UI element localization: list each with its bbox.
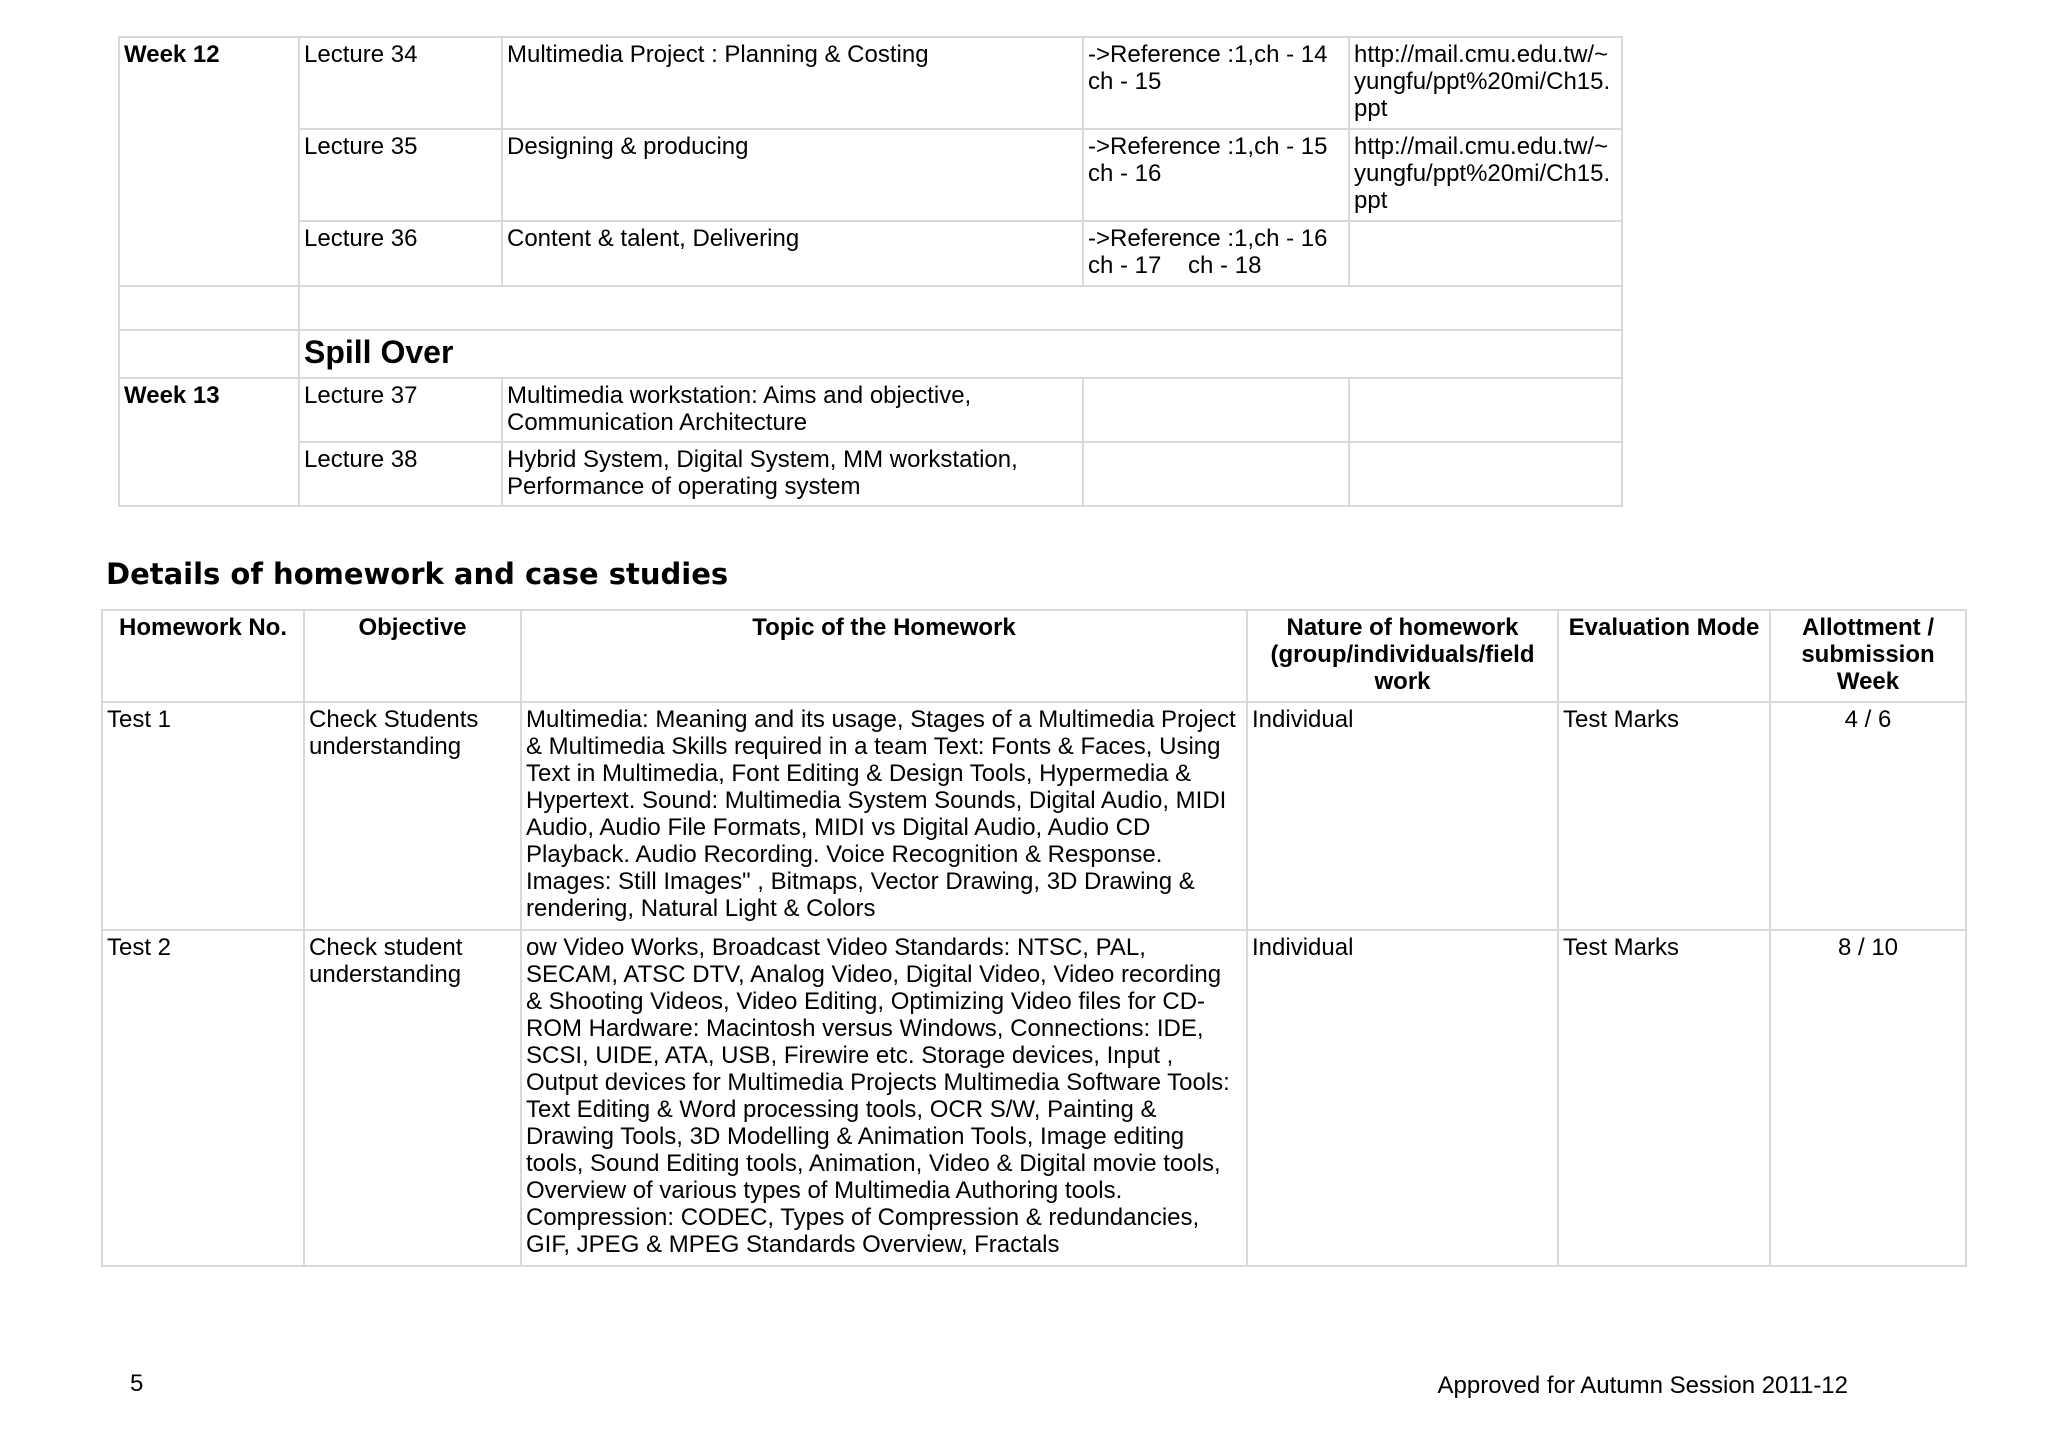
link-cell	[1349, 221, 1622, 286]
submission-week-cell: 8 / 10	[1770, 930, 1966, 1266]
reference-cell: ->Reference :1,ch - 16 ch - 17 ch - 18	[1083, 221, 1349, 286]
table-row	[119, 442, 1622, 506]
nature-cell: Individual	[1247, 702, 1558, 930]
table-row	[119, 286, 1622, 330]
table-row	[119, 330, 1622, 378]
header-objective: Objective	[304, 610, 521, 702]
link-cell: http://mail.cmu.edu.tw/~yungfu/ppt%20mi/Ch15.ppt	[1349, 129, 1622, 221]
objective-cell: Check Students understanding	[304, 702, 521, 930]
header-allotment: Allottment / submission Week	[1770, 610, 1966, 702]
week-cell: Week 13	[119, 378, 299, 506]
homework-section-title: Details of homework and case studies	[106, 557, 729, 591]
reference-cell	[1083, 442, 1349, 506]
header-topic: Topic of the Homework	[521, 610, 1247, 702]
evaluation-cell: Test Marks	[1558, 702, 1770, 930]
homework-table	[101, 609, 1967, 1267]
week-cell: Week 12	[119, 37, 299, 286]
lecture-cell: Lecture 34	[299, 37, 502, 129]
reference-cell: ->Reference :1,ch - 14 ch - 15	[1083, 37, 1349, 129]
table-row	[102, 702, 1966, 930]
lecture-cell: Lecture 35	[299, 129, 502, 221]
reference-cell: ->Reference :1,ch - 15 ch - 16	[1083, 129, 1349, 221]
topic-cell: Multimedia workstation: Aims and objective, Communication Architecture	[502, 378, 1083, 442]
topic-cell: Designing & producing	[502, 129, 1083, 221]
table-row	[119, 221, 1622, 286]
empty-cell	[119, 330, 299, 378]
table-row	[119, 129, 1622, 221]
objective-cell: Check student understanding	[304, 930, 521, 1266]
table-row	[102, 930, 1966, 1266]
topic-cell: Multimedia: Meaning and its usage, Stages of a Multimedia Project & Multimedia Skills required in a team Text: Fonts & Faces, Using Text in Multimedia, Font Editing & Design Tools, Hypermedia & Hypertext. Sound: Multimedia System Sounds, Digital Audio, MIDI Audio, Audio File Formats, MIDI vs Digital Audio, Audio CD Playback. Audio Recording. Voice Recognition & Response. Images: Still Images" , Bitmaps, Vector Drawing, 3D Drawing & rendering, Natural Light & Colors	[521, 702, 1247, 930]
homework-no-cell: Test 2	[102, 930, 304, 1266]
lecture-cell: Lecture 36	[299, 221, 502, 286]
approval-note: Approved for Autumn Session 2011-12	[1437, 1372, 1848, 1399]
topic-cell: Hybrid System, Digital System, MM workstation, Performance of operating system	[502, 442, 1083, 506]
header-evaluation: Evaluation Mode	[1558, 610, 1770, 702]
lecture-cell: Lecture 38	[299, 442, 502, 506]
link-cell	[1349, 442, 1622, 506]
page-number: 5	[130, 1370, 144, 1397]
evaluation-cell: Test Marks	[1558, 930, 1770, 1266]
reference-cell	[1083, 378, 1349, 442]
topic-cell: Multimedia Project : Planning & Costing	[502, 37, 1083, 129]
table-row	[119, 378, 1622, 442]
empty-cell	[119, 286, 299, 330]
lecture-table	[118, 36, 1623, 507]
empty-cell	[299, 286, 1622, 330]
nature-cell: Individual	[1247, 930, 1558, 1266]
submission-week-cell: 4 / 6	[1770, 702, 1966, 930]
table-row	[119, 37, 1622, 129]
topic-cell: ow Video Works, Broadcast Video Standards: NTSC, PAL, SECAM, ATSC DTV, Analog Video, Digital Video, Video recording & Shooting Videos, Video Editing, Optimizing Video files for CD-ROM Hardware: Macintosh versus Windows, Connections: IDE, SCSI, UIDE, ATA, USB, Firewire etc. Storage devices, Input , Output devices for Multimedia Projects Multimedia Software Tools: Text Editing & Word processing tools, OCR S/W, Painting & Drawing Tools, 3D Modelling & Animation Tools, Image editing tools, Sound Editing tools, Animation, Video & Digital movie tools, Overview of various types of Multimedia Authoring tools. Compression: CODEC, Types of Compression & redundancies, GIF, JPEG & MPEG Standards Overview, Fractals	[521, 930, 1247, 1266]
header-homework-no: Homework No.	[102, 610, 304, 702]
homework-no-cell: Test 1	[102, 702, 304, 930]
link-cell	[1349, 378, 1622, 442]
link-cell: http://mail.cmu.edu.tw/~yungfu/ppt%20mi/Ch15.ppt	[1349, 37, 1622, 129]
lecture-cell: Lecture 37	[299, 378, 502, 442]
header-nature: Nature of homework (group/individuals/field work	[1247, 610, 1558, 702]
spill-over-heading: Spill Over	[299, 330, 1622, 378]
table-header-row	[102, 610, 1966, 702]
topic-cell: Content & talent, Delivering	[502, 221, 1083, 286]
